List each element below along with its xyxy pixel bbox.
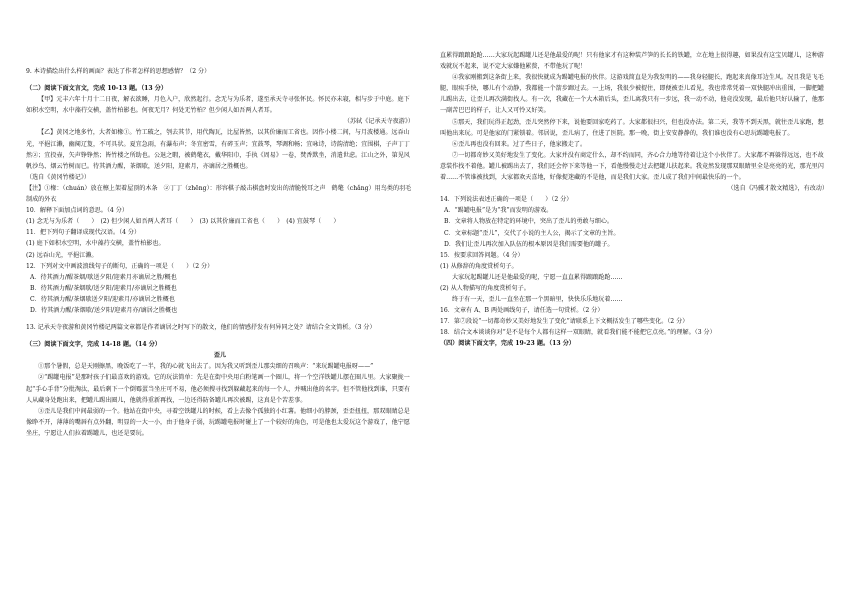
paragraph: 大家玩起踢罐儿还是他最爱的呢，宁愿一直直累得踉踉跄跄……	[452, 273, 623, 281]
paragraph: 【乙】黄冈之地多竹，大者如椽①。竹工破之，刳去其节，用代陶瓦，比屋皆然，以其价廉而工省也。因作小楼二间，与月波楼通。远吞山光，平挹江濑，幽阒辽夐，不可具状。夏宜急雨，有瀑布声；冬宜密雪，有碎玉声；宜鼓琴，琴调和畅；宜咏诗，诗韵清绝；宜围棋，子声丁丁然②；宜投壶，矢声铮铮然；皆竹楼之所助也。公退之暇，被鹤氅衣，戴华阳巾，手执《周易》一卷，焚香默坐，消遣世虑。江山之外，第见风帆沙鸟、烟云竹树而已。待其酒力醒，茶烟歇，送夕阳，迎素月，亦谪居之胜概也。	[26, 129, 410, 170]
paragraph: C．文章标题“歪儿”，交代了小说的主人公，揭示了文章的主旨。	[444, 229, 620, 237]
paragraph: 18．结合文本谈谈你对“是不是每个人都有这样一双眼睛，就看我们能不能把它点亮。”的理解。（3 分）	[440, 329, 716, 337]
paragraph: (1) 庭下如积水空明，水中藻荇交横，盖竹柏影也。	[26, 240, 165, 248]
paragraph: ④我家刚搬到这条街上来，我很快就成为踢罐电报的伙伴。这游戏简直是为我发明的——我身轻腿长，跑起来真像耳边生风。况且我是飞毛腿，眼疾手快，哪儿有个动静，我都能一个箭步蹿过去。一上场，我很少被捉住，即便被歪儿看见，我也常常凭着一双快腿冲出重围，一脚把罐儿踢出去，让歪儿再次满街找人。有一次，我藏在一个大木箱后头，歪儿离我只有一步远，我一动不动，他竟没发现，最后他只好认输了，他那一副苦巴巴的样子，让人又可怜又好笑。	[440, 74, 824, 115]
paragraph: 14．下列说法表述正确的一项是（ ）（2 分）	[440, 196, 573, 204]
paragraph: 直累得踉踉跄跄……大家玩起踢罐儿还是他最爱的呢！只有他家才有这种装芦笋的长长的铁罐，立在地上很得趣，如果没有这宝贝罐儿，这种游戏就玩不起来，说不定大家嫌他累赘，不带他玩了呢！	[440, 52, 824, 71]
paragraph: D．我们让歪儿再次加入队伍的根本原因是我们需要他的罐子。	[444, 240, 614, 248]
paragraph: (2) 从人物描写的角度赏析句子。	[440, 284, 530, 292]
paragraph: B．待其酒力醒/茶烟歇/送夕阳/迎素月/亦谪居之胜概也	[30, 284, 177, 292]
paragraph: (1) 念无与为乐者（ ） (2) 但少闲人如吾两人者耳（ ） (3) 以其价廉而工省也（ ） (4) 宜鼓琴（ ）	[26, 218, 340, 226]
section-heading: 歪儿	[213, 352, 227, 360]
paragraph: ②“踢罐电报”是那时孩子们最喜欢的游戏。它的玩法简单：先是在街中央用白粉笔画一个圈儿，将一个空洋铁罐儿摆在圈儿里。大家聚拢一起“手心手背”分批淘汰，最后剩下一个倒霉蛋当坐庄可不易，他必须搜寻找到躲藏起来的每一个人，并喊出他的名字。但不管他找到谁，只要有人从藏身处跑出来，把罐儿踢出圈儿，他就得重新再找，一边还得防备罐儿再次被踢，这真是个苦差事。	[26, 374, 411, 404]
section-heading: （四）阅读下面文字，完成 19-23 题。（13 分）	[440, 340, 575, 348]
paragraph: 9. 本诗描绘出什么样的画面？表达了作者怎样的思想感情？（2 分）	[26, 68, 211, 75]
paragraph: 12．下列对文中画波浪线句子的断句，正确的一项是（ ）（2 分）	[26, 262, 214, 270]
paragraph: 终于有一天，歪儿一直坐在那一个黑暗里，快快乐乐地玩着……	[452, 296, 623, 304]
paragraph: ⑥歪儿再也没有回来。过了些日子，他家搬走了。	[452, 140, 587, 148]
paragraph: 【甲】元丰六年十月十二日夜，解衣欲睡，月色入户，欣然起行。念无与为乐者，遂至承天寺寻张怀民。怀民亦未寝，相与步于中庭。庭下如积水空明，水中藻荇交横，盖竹柏影也。何夜无月？何处无竹柏？但少闲人如吾两人者耳。	[26, 96, 410, 115]
paragraph: ⑤那天，我们玩得正起劲，歪儿突然停下来，说他要回家吃药了。大家都很扫兴，但也没办法。第二天，我等不到天黑，就往歪儿家跑，想叫他出来玩。可是他家的门紧锁着。邻居说，歪儿病了，住进了医院。那一晚，街上安安静静的，我们谁也没有心思玩踢罐电报了。	[440, 118, 824, 137]
paragraph: 15．按要求回答问题。（4 分）	[440, 251, 524, 259]
paragraph: D．待其酒力醒/茶烟歇/送夕阳/迎素月亦/谪居之胜概也	[30, 306, 178, 314]
paragraph: 17．第⑦段说“一切都奇妙又美好地发生了变化”请联系上下文概括发生了哪些变化。（2 分）	[440, 318, 689, 326]
paragraph: ③歪儿是我们中间最弱的一个。他站在街中央，寻着空铁罐儿的时候，看上去像个孤独的小红薯。他细小的脖颈，歪歪扭扭，那双眼睛总是像睁不开，薄薄的嘴唇有点外翻，明显的一大一小，由于他身子弱，玩踢罐电报时碰上了一个较好的角色，可是他也太爱玩这个游戏了，他宁愿坐庄，宁愿让人们拉着踢罐儿，也还是要玩。	[26, 407, 410, 437]
paragraph: C．待其酒力醒/茶烟歇送夕阳/迎素月/亦谪居之胜概也	[30, 295, 175, 303]
paragraph: ⑦一切都奇妙又美好地发生了变化。大家并没有商定什么，却不约而同，齐心合力地等待着让这个小伙伴了。大家都不再躲得远远，也不故意装作找不着他。罐儿被踢出去了，我们还会停下来等他一下，看他慢慢走过去把罐儿扶起来。我竟然发现那双眼睛里全是亮亮的光，那光里闪着……不管谁被找到，大家都欢天喜地，好像捉迷藏的不是他，而是我们大家。歪儿成了我们中间最快乐的一个。	[440, 151, 824, 182]
paragraph: A．“踢罐电报”是为“我”而发明的游戏。	[444, 207, 553, 215]
paragraph: （选自《黄冈竹楼记》）	[26, 173, 90, 181]
paragraph: (1) 从修辞的角度赏析句子。	[440, 262, 518, 270]
paragraph: 13. 记承天寺夜游和黄冈竹楼记两篇文章都是作者谪居之时写下的散文，他们的情感抒发有何异同之处？请结合全文简析。（3 分）	[26, 324, 376, 332]
section-heading: （苏轼《记承天寺夜游》）	[343, 118, 414, 126]
paragraph: A．待其酒力/醒茶烟/歇送夕阳/迎素月亦谪居之胜/概也	[30, 273, 177, 281]
paragraph: (2) 远吞山光，平挹江濑。	[26, 251, 98, 259]
paragraph: B．文章将人物放在特定的环境中，突出了歪儿的勇敢与细心。	[444, 218, 614, 226]
right-column	[440, 50, 828, 350]
left-column	[26, 66, 414, 439]
section-heading: （二）阅读下面文言文，完成 10-13 题。（13 分）	[26, 85, 167, 93]
paragraph: ①那个暑假，总是天刚擦黑，晚饭吃了一半，我的心就飞出去了。因为我又听到歪儿那尖细的召唤声：“来玩踢罐电报呀——”	[38, 363, 374, 371]
paragraph: 【注】①椽：（chuán）放在檩上架着屋顶的木条 ②丁丁（zhēng）：形容棋子敲击棋盘时发出的清脆悦耳之声 鹤氅（chǎng）用鸟类的羽毛制成的外衣	[26, 184, 412, 204]
section-heading: （选自《冯骥才散文精选》，有改动）	[727, 185, 828, 193]
paragraph: 11．把下列句子翻译成现代汉语。（4 分）	[26, 229, 141, 237]
paragraph: 16．文章有 A、B 两处画线句子，请任选一句赏析。（2 分）	[440, 307, 604, 315]
section-heading: （三）阅读下面文字，完成 14-18 题。（14 分）	[26, 341, 161, 349]
paragraph: 10．解释下面加点词的意思。（4 分）	[26, 207, 128, 215]
